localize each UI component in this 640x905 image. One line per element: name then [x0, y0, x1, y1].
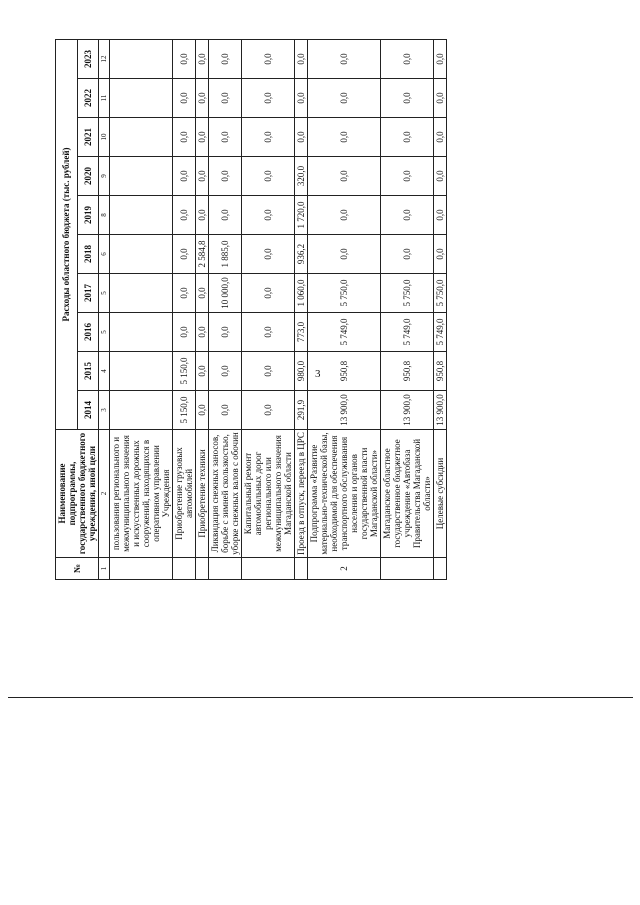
row-value: 291,9: [295, 391, 308, 430]
row-number: [196, 558, 209, 580]
row-value: 2 584,8: [196, 235, 209, 274]
row-number: [209, 558, 242, 580]
table-row: [381, 39, 434, 579]
row-value: 0,0: [209, 196, 242, 235]
row-value: 1 885,0: [209, 235, 242, 274]
row-value: 0,0: [434, 157, 447, 196]
row-value: 0,0: [295, 79, 308, 118]
table-row: [196, 39, 209, 579]
row-value: 0,0: [173, 196, 196, 235]
row-number: [381, 558, 434, 580]
row-value: 0,0: [242, 79, 295, 118]
row-value: 0,0: [196, 196, 209, 235]
row-value: 0,0: [242, 391, 295, 430]
row-value: 1 720,0: [295, 196, 308, 235]
row-value: 0,0: [209, 157, 242, 196]
row-value: 0,0: [209, 391, 242, 430]
column-number: 10: [99, 118, 110, 157]
row-name: Целевые субсидии: [434, 430, 447, 558]
row-value: 13 900,0: [308, 391, 381, 430]
row-value: 0,0: [209, 79, 242, 118]
row-value: 0,0: [381, 196, 434, 235]
row-value: [110, 352, 173, 391]
header-year: 2023: [77, 39, 99, 78]
row-value: 0,0: [209, 352, 242, 391]
row-value: 0,0: [196, 391, 209, 430]
table-row: [173, 39, 196, 579]
row-value: [110, 235, 173, 274]
table-row: [209, 39, 242, 579]
header-year: 2019: [77, 196, 99, 235]
row-value: 0,0: [242, 352, 295, 391]
row-value: 0,0: [295, 118, 308, 157]
column-number: 9: [99, 157, 110, 196]
row-value: 5 750,0: [308, 274, 381, 313]
header-year: 2014: [77, 391, 99, 430]
row-value: [110, 118, 173, 157]
row-value: 13 900,0: [381, 391, 434, 430]
row-name: Проезд в отпуск, переезд в ЦРС: [295, 430, 308, 558]
header-year: 2016: [77, 313, 99, 352]
column-number: 5: [99, 313, 110, 352]
column-number: 12: [99, 39, 110, 78]
row-value: 320,0: [295, 157, 308, 196]
row-value: 980,0: [295, 352, 308, 391]
row-value: 0,0: [209, 313, 242, 352]
header-no: №: [56, 558, 99, 580]
row-value: 0,0: [209, 118, 242, 157]
row-value: 0,0: [196, 79, 209, 118]
column-number: 1: [99, 558, 110, 580]
row-value: [110, 274, 173, 313]
row-value: 0,0: [173, 274, 196, 313]
table-row: [242, 39, 295, 579]
row-value: 950,8: [434, 352, 447, 391]
row-value: 0,0: [434, 39, 447, 78]
row-value: 5 750,0: [434, 274, 447, 313]
row-value: [110, 313, 173, 352]
row-value: 0,0: [242, 235, 295, 274]
row-value: 0,0: [381, 39, 434, 78]
row-value: 0,0: [434, 118, 447, 157]
row-value: 13 900,0: [434, 391, 447, 430]
row-value: 0,0: [173, 157, 196, 196]
row-number: [242, 558, 295, 580]
header-name: Наименование подпрограммы, государственного бюджетного учреждения, иной цели: [56, 430, 99, 558]
row-value: 5 750,0: [381, 274, 434, 313]
row-value: [110, 196, 173, 235]
row-value: 0,0: [242, 39, 295, 78]
column-number: 8: [99, 196, 110, 235]
row-value: 0,0: [242, 274, 295, 313]
row-value: 0,0: [173, 118, 196, 157]
row-value: 5 749,0: [434, 313, 447, 352]
row-name: Приобретение техники: [196, 430, 209, 558]
row-value: 0,0: [196, 313, 209, 352]
column-number: 3: [99, 391, 110, 430]
page-number: 3: [315, 368, 321, 380]
row-value: 0,0: [381, 157, 434, 196]
column-number: 11: [99, 79, 110, 118]
row-value: [110, 39, 173, 78]
row-value: [110, 391, 173, 430]
row-value: 0,0: [242, 157, 295, 196]
row-value: 0,0: [381, 235, 434, 274]
row-value: 5 150,0: [173, 391, 196, 430]
row-value: 0,0: [381, 118, 434, 157]
row-value: 0,0: [295, 39, 308, 78]
row-value: 950,8: [381, 352, 434, 391]
row-value: 950,8: [308, 352, 381, 391]
row-number: [110, 558, 173, 580]
column-number: 4: [99, 352, 110, 391]
column-number: 6: [99, 235, 110, 274]
row-value: 0,0: [173, 79, 196, 118]
row-value: 0,0: [308, 235, 381, 274]
row-value: 5 749,0: [381, 313, 434, 352]
row-value: 0,0: [173, 313, 196, 352]
row-number: [173, 558, 196, 580]
row-value: 0,0: [308, 39, 381, 78]
row-number: [295, 558, 308, 580]
row-value: 0,0: [196, 274, 209, 313]
table-row: [434, 39, 447, 579]
row-number: [434, 558, 447, 580]
row-value: 0,0: [434, 196, 447, 235]
row-value: 0,0: [308, 196, 381, 235]
row-value: 0,0: [196, 39, 209, 78]
row-value: 0,0: [196, 157, 209, 196]
row-value: 773,0: [295, 313, 308, 352]
header-year: 2018: [77, 235, 99, 274]
row-value: 0,0: [196, 352, 209, 391]
row-value: 10 000,0: [209, 274, 242, 313]
header-year: 2015: [77, 352, 99, 391]
row-name: Подпрограмма «Развитие материально-технической базы, необходимой для обеспечения транспортного обслуживания населения и органов государственной власти Магаданской области»: [308, 430, 381, 558]
page-bottom-rule: [8, 697, 633, 698]
row-value: 0,0: [434, 235, 447, 274]
column-number: 5: [99, 274, 110, 313]
row-value: 0,0: [381, 79, 434, 118]
row-name: Магаданское областное государственное бюджетное учреждение «Автобаза Правительства Магаданской области»: [381, 430, 434, 558]
row-value: 0,0: [173, 39, 196, 78]
row-value: 0,0: [308, 118, 381, 157]
row-value: 1 060,0: [295, 274, 308, 313]
row-name: Капитальный ремонт автомобильных дорог регионального или межмуниципального значения Магаданской области: [242, 430, 295, 558]
header-year: 2017: [77, 274, 99, 313]
row-number: 2: [308, 558, 381, 580]
row-value: 0,0: [434, 79, 447, 118]
header-year: 2020: [77, 157, 99, 196]
budget-table-rotated: [55, 40, 565, 580]
row-value: 0,0: [242, 313, 295, 352]
row-value: 5 749,0: [308, 313, 381, 352]
row-name: пользования регионального и межмуниципального значения и искусственных дорожных сооружений, находящихся в оперативном управлении Учреждения: [110, 430, 173, 558]
table-row: [308, 39, 381, 579]
row-value: [110, 79, 173, 118]
row-name: Ликвидация снежных заносов, борьбе с зимней скользкостью, уборке снежных валов с обочин: [209, 430, 242, 558]
header-year: 2022: [77, 79, 99, 118]
row-value: [110, 157, 173, 196]
row-value: 0,0: [209, 39, 242, 78]
row-value: 0,0: [308, 79, 381, 118]
row-name: Приобретение грузовых автомобилей: [173, 430, 196, 558]
column-number: 2: [99, 430, 110, 558]
row-value: 0,0: [242, 118, 295, 157]
header-year: 2021: [77, 118, 99, 157]
row-value: 5 150,0: [173, 352, 196, 391]
row-value: 936,2: [295, 235, 308, 274]
row-value: 0,0: [173, 235, 196, 274]
budget-table: [55, 39, 447, 580]
row-value: 0,0: [196, 118, 209, 157]
header-expenses: Расходы областного бюджета (тыс. рублей): [56, 39, 78, 429]
row-value: 0,0: [242, 196, 295, 235]
row-value: 0,0: [308, 157, 381, 196]
table-row: [110, 39, 173, 579]
table-row: [295, 39, 308, 579]
